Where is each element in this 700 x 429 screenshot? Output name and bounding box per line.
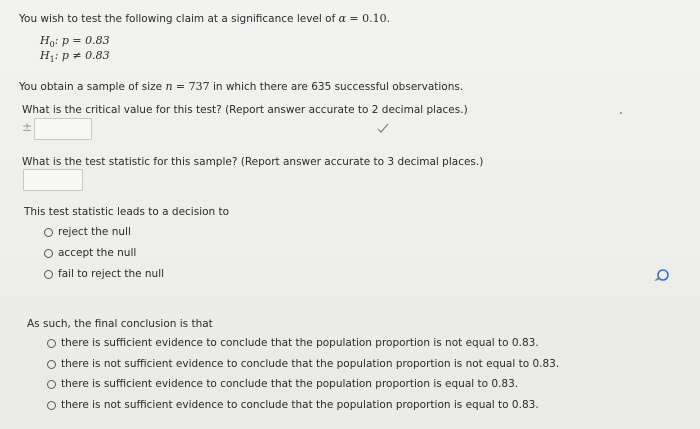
conclusion-option-2[interactable] bbox=[47, 358, 559, 370]
plus-minus-sign: ± bbox=[22, 120, 33, 134]
option-label: accept the null bbox=[58, 247, 137, 259]
stray-dot bbox=[620, 112, 622, 114]
n-value: = 737 bbox=[175, 80, 210, 93]
alpha-value: = 0.10. bbox=[349, 12, 391, 25]
radio-button[interactable] bbox=[44, 249, 53, 258]
decision-option-fail-to-reject[interactable] bbox=[44, 268, 164, 280]
sample-prefix: You obtain a sample of size bbox=[19, 81, 163, 93]
test-statistic-input[interactable] bbox=[23, 169, 83, 191]
test-statistic-question: What is the test statistic for this sample? (Report answer accurate to 3 decimal places.) bbox=[22, 156, 484, 168]
option-label: there is not sufficient evidence to conclude that the population proportion is not equal to 0.83. bbox=[61, 358, 560, 370]
radio-button[interactable] bbox=[47, 360, 56, 369]
radio-button[interactable] bbox=[47, 339, 56, 348]
option-label: there is sufficient evidence to conclude that the population proportion is equal to 0.83. bbox=[61, 378, 519, 390]
sample-suffix: in which there are 635 successful observations. bbox=[212, 81, 464, 93]
conclusion-prompt: As such, the final conclusion is that bbox=[27, 318, 213, 330]
option-label: there is not sufficient evidence to conclude that the population proportion is equal to 0.83. bbox=[61, 399, 539, 411]
sample-line bbox=[19, 80, 463, 93]
critical-value-input[interactable] bbox=[34, 118, 92, 140]
h1-subscript: 1 bbox=[49, 55, 55, 65]
conclusion-option-4[interactable] bbox=[47, 399, 539, 411]
option-label: reject the null bbox=[58, 226, 131, 238]
radio-button[interactable] bbox=[47, 401, 56, 410]
conclusion-option-1[interactable] bbox=[47, 337, 539, 349]
critical-value-question: What is the critical value for this test? (Report answer accurate to 2 decimal places.) bbox=[22, 104, 468, 116]
decision-prompt: This test statistic leads to a decision to bbox=[24, 206, 230, 218]
option-label: fail to reject the null bbox=[58, 268, 165, 280]
radio-button[interactable] bbox=[44, 270, 53, 279]
h1-label: H bbox=[40, 49, 50, 62]
intro-text: You wish to test the following claim at a significance level of bbox=[19, 13, 336, 25]
decision-option-accept[interactable] bbox=[44, 247, 136, 259]
n-symbol: n bbox=[165, 80, 173, 93]
conclusion-option-3[interactable] bbox=[47, 378, 518, 390]
h0-subscript: 0 bbox=[49, 40, 55, 50]
decision-option-reject[interactable] bbox=[44, 226, 131, 238]
option-label: there is sufficient evidence to conclude that the population proportion is not equal to 0.83. bbox=[61, 337, 539, 349]
null-hypothesis bbox=[40, 34, 110, 49]
h0-label: H bbox=[40, 34, 50, 47]
intro-line bbox=[19, 12, 390, 25]
alpha-symbol: α bbox=[338, 12, 347, 25]
check-mark-icon bbox=[377, 123, 389, 133]
hint-bubble-icon[interactable] bbox=[652, 268, 670, 284]
h0-statement: : p = 0.83 bbox=[54, 34, 110, 47]
alternative-hypothesis bbox=[40, 49, 110, 64]
radio-button[interactable] bbox=[44, 228, 53, 237]
radio-button[interactable] bbox=[47, 380, 56, 389]
h1-statement: : p ≠ 0.83 bbox=[54, 49, 110, 62]
